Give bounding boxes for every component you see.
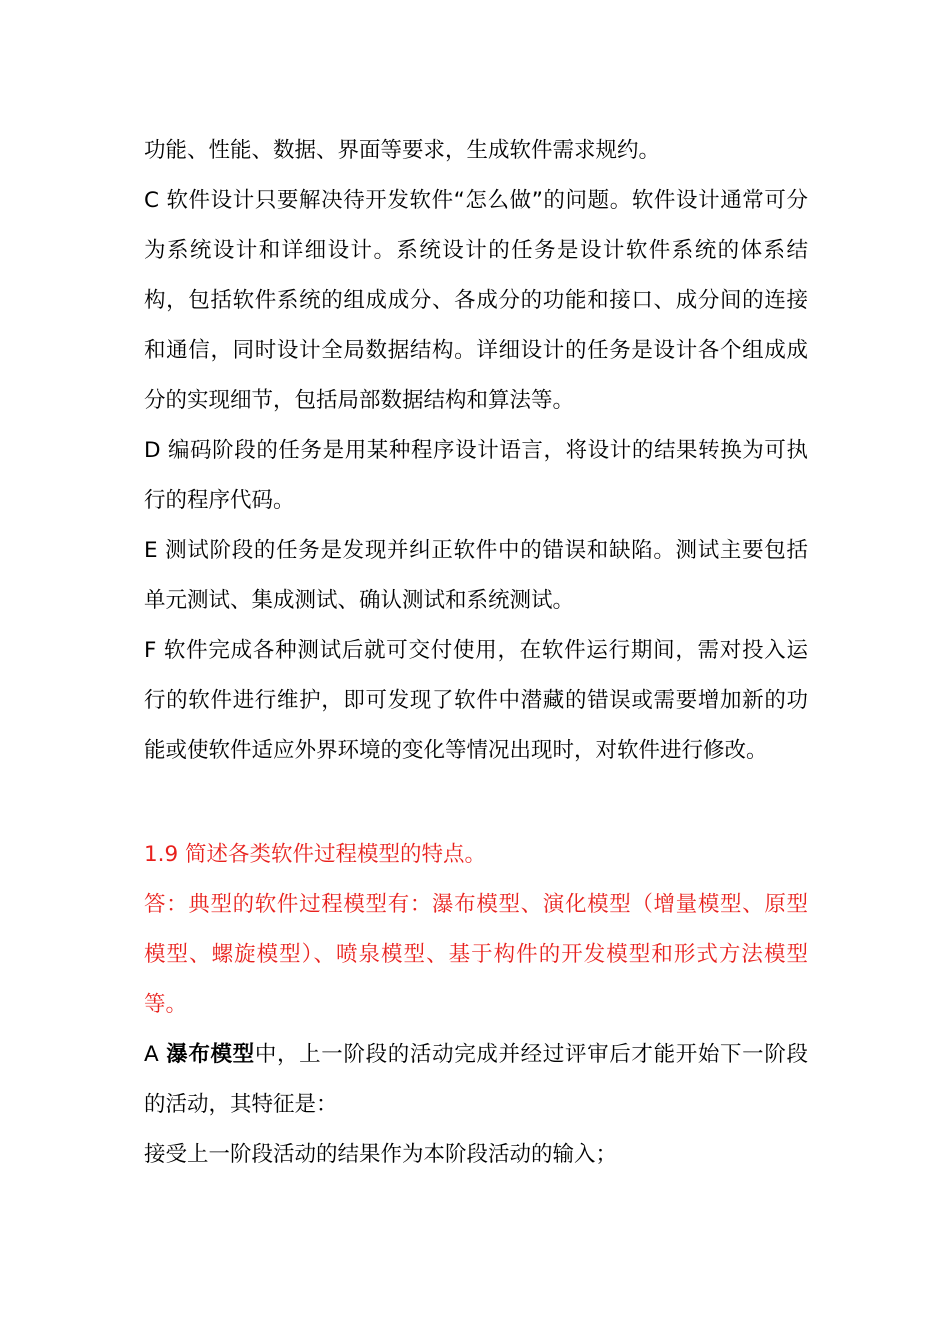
answer-paragraph: 答：典型的软件过程模型有：瀑布模型、演化模型（增量模型、原型模型、螺旋模型）、喷泉模型、基于构件的开发模型和形式方法模型等。 (144, 892, 808, 1017)
paragraph-coding: D 编码阶段的任务是用某种程序设计语言，将设计的结果转换为可执行的程序代码。 (144, 438, 808, 513)
paragraph-requirements-end: 功能、性能、数据、界面等要求，生成软件需求规约。 (144, 138, 661, 163)
question-heading: 1.9 简述各类软件过程模型的特点。 (144, 842, 487, 867)
waterfall-prefix: A (144, 1042, 167, 1067)
paragraph-waterfall-feature: 接受上一阶段活动的结果作为本阶段活动的输入； (144, 1142, 618, 1167)
paragraph-software-design: C 软件设计只要解决待开发软件“怎么做”的问题。软件设计通常可分为系统设计和详细设计。系统设计的任务是设计软件系统的体系结构，包括软件系统的组成成分、各成分的功能和接口、成分间的连接和通信，同时设计全局数据结构。详细设计的任务是设计各个组成成分的实现细节，包括局部数据结构和算法等。 (144, 188, 808, 413)
paragraph-maintenance: F 软件完成各种测试后就可交付使用，在软件运行期间，需对投入运行的软件进行维护，即可发现了软件中潜藏的错误或需要增加新的功能或使软件适应外界环境的变化等情况出现时，对软件进行修改。 (144, 638, 808, 763)
paragraph-waterfall (144, 1030, 808, 1130)
waterfall-description: 中，上一阶段的活动完成并经过评审后才能开始下一阶段的活动，其特征是： (144, 1042, 808, 1117)
waterfall-term: 瀑布模型 (166, 1042, 255, 1067)
paragraph-testing: E 测试阶段的任务是发现并纠正软件中的错误和缺陷。测试主要包括单元测试、集成测试、确认测试和系统测试。 (144, 538, 808, 613)
document-page (144, 126, 808, 1180)
paragraph-gap (144, 776, 808, 830)
